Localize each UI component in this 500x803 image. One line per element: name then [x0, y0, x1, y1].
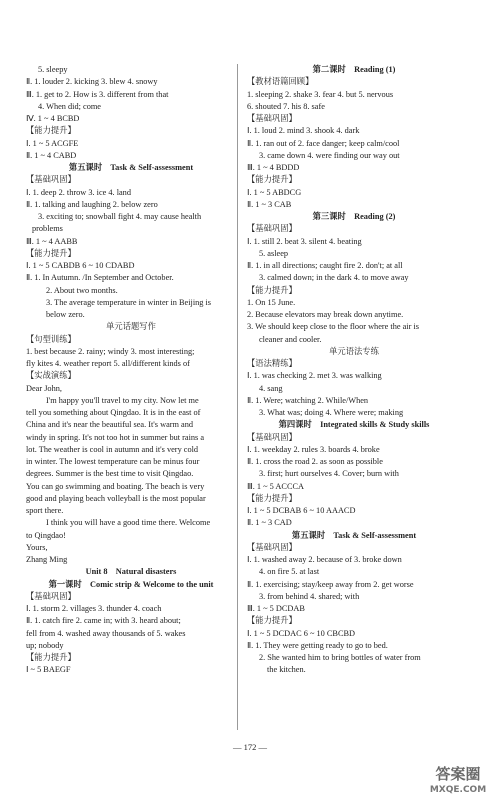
answer-line: 3. The average temperature in winter in Beijing is: [46, 297, 212, 307]
section-title: 第五课时 Task & Self-assessment: [291, 530, 417, 540]
section-title: 第三课时 Reading (2): [312, 212, 396, 221]
answer-line: lot. The weather is cool in autumn and it's very cold: [26, 444, 199, 454]
answer-line: China and it's near the beautiful sea. It's warm and: [26, 420, 194, 430]
section-title: 单元语法专练: [329, 346, 379, 356]
answer-line: I think you will have a good time there. Welcome: [46, 518, 211, 528]
answer-line: Ⅰ. 1. loud 2. mind 3. shook 4. dark: [247, 126, 360, 136]
section-title: 第五课时 Task & Self-assessment: [68, 163, 194, 172]
answer-line: 2. About two months.: [46, 285, 118, 295]
answer-line: Ⅲ. 1 ~ 5 DCDAB: [247, 604, 305, 613]
answer-line: Ⅰ. 1. deep 2. throw 3. ice 4. land: [26, 187, 131, 197]
answer-line: Yours,: [26, 542, 48, 552]
section-label: 【基础巩固】: [247, 432, 297, 442]
answer-line: 1. sleeping 2. shake 3. fear 4. but 5. nervous: [247, 89, 394, 99]
answer-line: below zero.: [46, 310, 85, 319]
answer-line: Ⅲ. 1 ~ 4 BDDD: [247, 163, 300, 172]
section-label: 【语法精练】: [247, 359, 297, 368]
answer-line: Ⅰ. 1 ~ 5 ABDCG: [247, 187, 302, 197]
answer-line: 1. best because 2. rainy; windy 3. most interesting;: [26, 346, 195, 356]
page-number: — 172 —: [233, 742, 267, 752]
section-label: 【实战演练】: [26, 371, 76, 381]
answer-line: Ⅰ. 1 ~ 5 ACGFE: [26, 138, 79, 148]
answer-line: Ⅰ. 1 ~ 5 CABDB 6 ~ 10 CDABD: [26, 261, 135, 270]
answer-line: 3. We should keep close to the floor where the air is: [247, 322, 419, 332]
right-column: [247, 64, 461, 677]
section-title: 第一课时 Comic strip & Welcome to the unit: [48, 579, 214, 589]
answer-line: 4. When did; come: [38, 101, 101, 111]
section-label: 【能力提升】: [247, 175, 297, 185]
answer-line: Ⅱ. 1. ran out of 2. face danger; keep calm/cool: [247, 138, 400, 148]
section-label: 【基础巩固】: [26, 175, 76, 185]
answer-line: cleaner and cooler.: [259, 334, 322, 344]
answer-line: the kitchen.: [267, 665, 306, 675]
answer-line: Ⅰ. 1. storm 2. villages 3. thunder 4. coach: [26, 604, 162, 613]
answer-line: 6. shouted 7. his 8. safe: [247, 101, 325, 111]
column-divider: [237, 64, 238, 730]
section-title: 单元话题写作: [106, 322, 156, 332]
section-label: 【能力提升】: [247, 493, 297, 503]
answer-line: I'm happy you'll travel to my city. Now let me: [46, 395, 199, 405]
answer-line: Ⅰ ~ 5 BAEGF: [26, 665, 71, 675]
answer-line: in winter. The lowest temperature can be minus four: [26, 457, 200, 466]
answer-line: Dear John,: [26, 383, 62, 393]
answer-line: Ⅱ. 1. In Autumn. /In September and October.: [26, 273, 174, 283]
answer-line: Ⅳ. 1 ~ 4 BCBD: [26, 114, 80, 123]
answer-line: 1. On 15 June.: [247, 297, 296, 307]
answer-line: Ⅱ. 1. Were; watching 2. While/When: [247, 395, 369, 405]
section-label: 【基础巩固】: [247, 542, 297, 552]
section-title: 第四课时 Integrated skills & Study skills: [278, 420, 430, 430]
answer-line: Ⅱ. 1. exercising; stay/keep away from 2. get worse: [247, 579, 414, 589]
section-label: 【能力提升】: [247, 616, 297, 626]
answer-line: Ⅲ. 1. get to 2. How is 3. different from that: [26, 89, 169, 99]
answer-line: Ⅰ. 1. was checking 2. met 3. was walking: [247, 371, 382, 381]
answer-line: 4. on fire 5. at last: [259, 567, 320, 577]
answer-line: Ⅲ. 1 ~ 4 AABB: [26, 236, 78, 246]
answer-line: 3. exciting to; snowball fight 4. may cause health: [38, 212, 202, 221]
answer-line: Ⅰ. 1. still 2. beat 3. silent 4. beating: [247, 236, 362, 246]
answer-line: You can go swimming and boating. The beach is very: [26, 481, 205, 491]
answer-line: up; nobody: [26, 640, 64, 650]
answer-line: 4. sang: [259, 383, 283, 393]
section-label: 【能力提升】: [26, 126, 76, 136]
answer-line: Ⅱ. 1 ~ 4 CABD: [26, 150, 77, 160]
section-label: 【基础巩固】: [247, 114, 297, 123]
answer-line: Ⅱ. 1. cross the road 2. as soon as possible: [247, 457, 383, 466]
answer-line: Ⅱ. 1 ~ 3 CAD: [247, 518, 292, 528]
answer-line: 3. calmed down; in the dark 4. to move away: [259, 273, 409, 283]
answer-line: Ⅱ. 1. in all directions; caught fire 2. don't; at all: [247, 261, 403, 270]
answer-line: Ⅱ. 1. catch fire 2. came in; with 3. heard about;: [26, 616, 181, 626]
answer-line: Zhang Ming: [26, 555, 68, 564]
answer-line: tell you something about Qingdao. It is in the east of: [26, 408, 201, 417]
answer-line: 3. came down 4. were finding our way out: [259, 150, 400, 160]
watermark-logo: [418, 758, 498, 798]
section-label: 【能力提升】: [247, 285, 297, 295]
answer-line: 2. She wanted him to bring bottles of water from: [259, 653, 421, 662]
answer-line: degrees. Summer is the best time to visit Qingdao.: [26, 469, 194, 479]
left-column: [26, 64, 236, 677]
section-label: 【句型训练】: [26, 334, 76, 344]
answer-line: windy in spring. It's not too hot in summer but rains a: [26, 432, 205, 442]
answer-line: Ⅰ. 1 ~ 5 DCDAC 6 ~ 10 CBCBD: [247, 628, 356, 638]
watermark-line2: MXQE.COM: [429, 785, 487, 795]
section-label: 【基础巩固】: [26, 591, 76, 601]
section-label: 【能力提升】: [26, 248, 76, 258]
watermark-line1: 答案圈: [435, 765, 481, 783]
answer-line: Ⅱ. 1. talking and laughing 2. below zero: [26, 199, 158, 209]
answer-line: sport there.: [26, 506, 64, 515]
answer-line: 3. from behind 4. shared; with: [259, 591, 360, 601]
answer-line: Ⅱ. 1. louder 2. kicking 3. blew 4. snowy: [26, 77, 158, 87]
answer-line: 3. first; hurt ourselves 4. Cover; burn with: [259, 469, 399, 479]
section-title: Unit 8 Natural disasters: [85, 567, 177, 577]
section-label: 【能力提升】: [26, 653, 76, 662]
section-title: 第二课时 Reading (1): [312, 65, 396, 74]
answer-line: problems: [32, 224, 63, 234]
answer-line: 2. Because elevators may break down anytime.: [247, 310, 404, 319]
answer-line: 5. sleepy: [38, 65, 68, 74]
section-label: 【教材语篇回顾】: [247, 77, 314, 87]
answer-line: good and playing beach volleyball is the most popular: [26, 493, 206, 503]
answer-line: to Qingdao!: [26, 530, 66, 540]
answer-line: 5. asleep: [259, 248, 289, 258]
answer-line: 3. What was; doing 4. Where were; making: [259, 408, 404, 417]
answer-line: Ⅱ. 1. They were getting ready to go to bed.: [247, 640, 388, 650]
answer-line: fell from 4. washed away thousands of 5. wakes: [26, 628, 186, 638]
answer-line: Ⅰ. 1 ~ 5 DCBAB 6 ~ 10 AAACD: [247, 506, 356, 515]
answer-line: Ⅰ. 1. washed away 2. because of 3. broke down: [247, 555, 402, 564]
answer-line: Ⅰ. 1. weekday 2. rules 3. boards 4. broke: [247, 444, 380, 454]
section-label: 【基础巩固】: [247, 224, 297, 234]
answer-line: Ⅱ. 1 ~ 3 CAB: [247, 199, 292, 209]
answer-line: fly kites 4. weather report 5. all/different kinds of: [26, 359, 190, 368]
answer-line: Ⅲ. 1 ~ 5 ACCCA: [247, 481, 305, 491]
